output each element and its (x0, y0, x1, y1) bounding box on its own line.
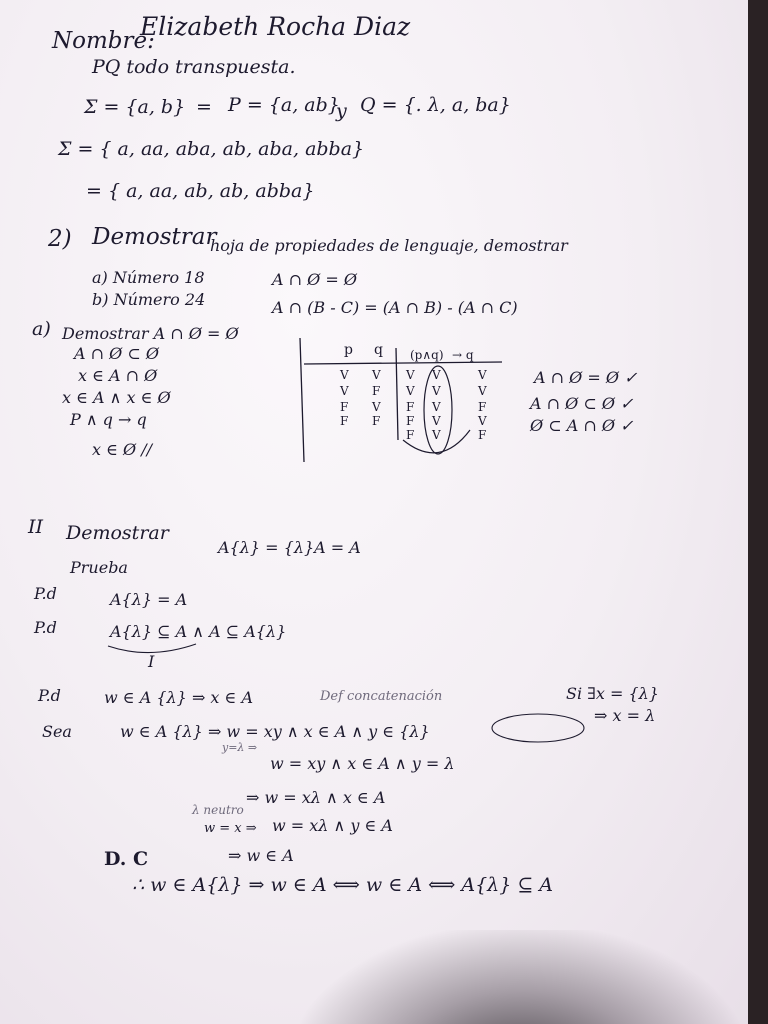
side-note-1: Si ∃x = {λ} (566, 684, 659, 703)
dc-line: ⇒ w ∈ A (228, 846, 294, 865)
section-2-description: hoja de propiedades de lenguaje, demostrar (210, 236, 568, 255)
proof-II-sea-line: w ∈ A {λ} ⇒ w = xy ∧ x ∈ A ∧ y ∈ {λ} (120, 722, 430, 741)
side-note-2: ⇒ x = λ (594, 706, 656, 725)
pd2-statement: A{λ} ⊆ A ∧ A ⊆ A{λ} (110, 622, 287, 641)
truth-table-cell: F (340, 400, 349, 414)
proof-a-line-1: Demostrar A ∩ Ø = Ø (62, 324, 239, 343)
truth-table-cell: V (432, 400, 441, 414)
subtitle: PQ todo transpuesta. (92, 56, 296, 78)
truth-table-cell: F (478, 400, 487, 414)
section-2-number: 2) (48, 226, 72, 252)
conclusion-2: A ∩ Ø ⊂ Ø ✓ (530, 394, 634, 413)
table-header-impl: → q (452, 348, 474, 362)
proof-II-pd-label: P.d (38, 686, 61, 705)
truth-table-cell: V (406, 368, 415, 382)
step-2: ⇒ w = xλ ∧ x ∈ A (246, 788, 386, 807)
conclusion-3: Ø ⊂ A ∩ Ø ✓ (530, 416, 634, 435)
truth-table-cell: V (478, 368, 487, 382)
table-header-q: q (374, 342, 383, 358)
proof-a-label: a) (32, 318, 51, 340)
truth-table-cell: F (406, 400, 415, 414)
truth-table-cell: V (432, 414, 441, 428)
prueba-label: Prueba (70, 558, 128, 577)
proof-a-line-2: A ∩ Ø ⊂ Ø (74, 344, 159, 363)
name-label: Nombre: (52, 28, 155, 54)
conclusion-1: A ∩ Ø = Ø ✓ (534, 368, 638, 387)
sigma-reduced: = { a, aa, ab, ab, abba} (86, 180, 315, 202)
truth-table-cell: V (478, 384, 487, 398)
truth-table-cell: F (406, 414, 415, 428)
truth-table-cell: F (372, 384, 381, 398)
pd2-label: P.d (34, 618, 57, 637)
proof-a-line-4: x ∈ A ∧ x ∈ Ø (62, 388, 171, 407)
item-b-label: b) Número 24 (92, 290, 206, 309)
truth-table-cell: F (340, 414, 349, 428)
truth-table-cell: F (478, 428, 487, 442)
item-a-label: a) Número 18 (92, 268, 205, 287)
equals-sign: = (196, 96, 212, 118)
sigma-expanded: Σ = { a, aa, aba, ab, aba, abba} (58, 138, 365, 160)
truth-table-cell: F (372, 414, 381, 428)
pd2-under-mark: I (148, 652, 155, 671)
truth-table-cell: V (340, 384, 349, 398)
section-II-title: Demostrar (66, 522, 169, 544)
step-3: w = xλ ∧ y ∈ A (272, 816, 393, 835)
item-b-expression: A ∩ (B - C) = (A ∩ B) - (A ∩ C) (272, 298, 518, 317)
truth-table-cell: V (432, 428, 441, 442)
truth-table-cell: V (372, 368, 381, 382)
truth-table-cell: V (432, 368, 441, 382)
proof-a-line-5: P ∧ q → q (70, 410, 147, 429)
section-II-numeral: II (28, 516, 44, 538)
section-II-statement: A{λ} = {λ}A = A (218, 538, 361, 557)
proof-a-line-6: x ∈ Ø // (92, 440, 153, 459)
truth-table-cell: V (406, 384, 415, 398)
proof-a-line-3: x ∈ A ∩ Ø (78, 366, 158, 385)
sigma-definition: Σ = {a, b} (84, 96, 186, 118)
final-conclusion: ∴ w ∈ A{λ} ⇒ w ∈ A ⟺ w ∈ A ⟺ A{λ} ⊆ A (132, 874, 554, 896)
pd1-label: P.d (34, 584, 57, 603)
proof-II-pd-note: Def concatenación (320, 689, 443, 704)
section-2-title: Demostrar (92, 224, 217, 250)
proof-II-pd-line: w ∈ A {λ} ⇒ x ∈ A (104, 688, 254, 707)
step-1-note: y=λ ⇒ (222, 741, 258, 754)
truth-table-cell: F (406, 428, 415, 442)
dc-label: D. C (104, 848, 149, 870)
set-Q: Q = {. λ, a, ba} (360, 94, 511, 116)
step-3-arrow: w = x ⇒ (204, 821, 257, 836)
pd1-statement: A{λ} = A (110, 590, 188, 609)
table-header-p: p (344, 342, 353, 358)
item-a-expression: A ∩ Ø = Ø (272, 270, 357, 289)
truth-table-cell: V (432, 384, 441, 398)
truth-table-cell: V (478, 414, 487, 428)
and-word: y (336, 100, 347, 122)
step-1: w = xy ∧ x ∈ A ∧ y = λ (270, 754, 455, 773)
truth-table-cell: V (340, 368, 349, 382)
proof-II-sea-label: Sea (42, 722, 72, 741)
truth-table-cell: V (372, 400, 381, 414)
student-name: Elizabeth Rocha Diaz (140, 12, 411, 41)
step-3-note: λ neutro (192, 803, 244, 817)
table-header-pq: (p∧q) (410, 348, 444, 362)
set-P: P = {a, ab} (228, 94, 340, 116)
